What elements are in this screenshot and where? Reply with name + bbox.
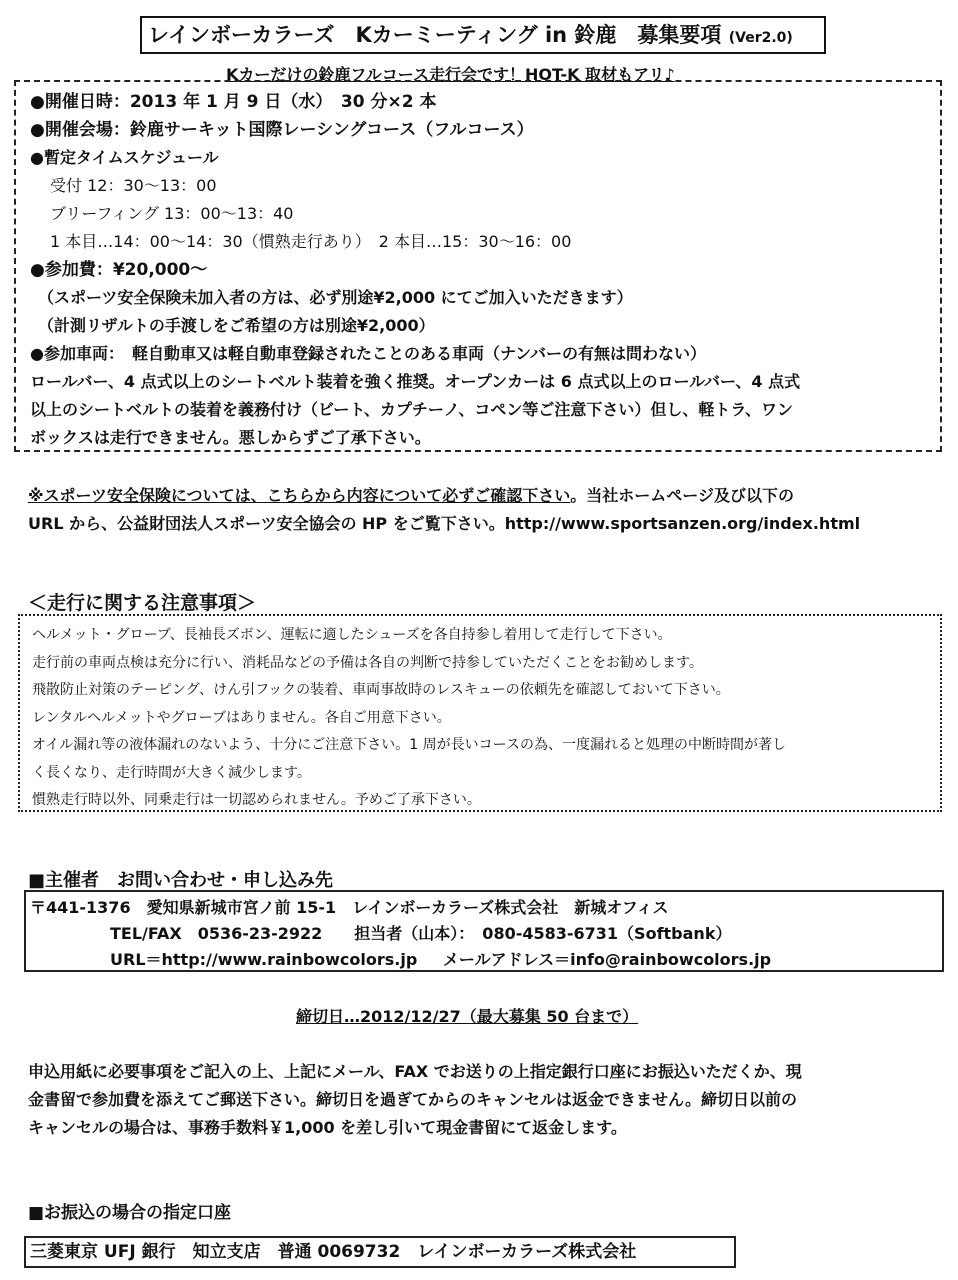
caution-item: レンタルヘルメットやグローブはありません。各自ご用意下さい。: [32, 709, 451, 726]
caution-item: ヘルメット・グローブ、長袖長ズボン、運転に適したシューズを各自持参し着用して走行して下さい。: [32, 627, 672, 643]
apply-line: 申込用紙に必要事項をご記入の上、上記にメール、FAX でお送りの上指定銀行口座にお振込いただくか、現: [28, 1062, 802, 1081]
fee-note-insurance: （スポーツ安全保険未加入者の方は、必ず別途¥2,000 にてご加入いただきます）: [38, 288, 633, 307]
bank-title: ■お振込の場合の指定口座: [28, 1203, 232, 1223]
document-title: [140, 16, 826, 54]
organizer-address: 〒441-1376 愛知県新城市宮ノ前 15-1 レインボーカラーズ株式会社 新城オフィス: [30, 898, 669, 917]
schedule-sessions: 1 本目…14：00〜14：30（慣熟走行あり） 2 本目…15：30〜16：00: [50, 232, 572, 251]
vehicle-requirement: ●参加車両： 軽自動車又は軽自動車登録されたことのある車両（ナンバーの有無は問わない）: [30, 344, 707, 363]
entry-fee: ●参加費：¥20,000〜: [30, 260, 208, 280]
event-details-box: [14, 80, 942, 452]
event-date: ●開催日時：2013 年 1 月 9 日（水） 30 分×2 本: [30, 92, 437, 112]
organizer-url[interactable]: URL＝http://www.rainbowcolors.jp: [110, 950, 418, 969]
vehicle-note-1: ロールバー、4 点式以上のシートベルト装着を強く推奨。オープンカーは 6 点式以上のロールバー、4 点式: [30, 372, 801, 391]
caution-title: ＜走行に関する注意事項＞: [28, 592, 257, 614]
version-label: (Ver2.0): [728, 30, 793, 46]
schedule-briefing: ブリーフィング 13：00〜13：40: [50, 204, 294, 223]
event-venue: ●開催会場：鈴鹿サーキット国際レーシングコース（フルコース）: [30, 120, 534, 140]
subtitle: Kカーだけの鈴鹿フルコース走行会です！HOT-K 取材もアリ♪: [226, 65, 675, 84]
apply-line: キャンセルの場合は、事務手数料￥1,000 を差し引いて現金書留にて返金します。: [28, 1118, 627, 1137]
vehicle-note-3: ボックスは走行できません。悪しからずご了承下さい。: [30, 428, 431, 447]
title-text: レインボーカラーズ Kカーミーティング in 鈴鹿 募集要項: [148, 23, 722, 47]
organizer-contact: [110, 948, 771, 972]
caution-item: 飛散防止対策のテーピング、けん引フックの装着、車両事故時のレスキューの依頼先を確認しておいて下さい。: [32, 682, 730, 698]
organizer-title: ■主催者 お問い合わせ・申し込み先: [28, 870, 334, 891]
bank-account: 三菱東京 UFJ 銀行 知立支店 普通 0069732 レインボーカラーズ株式会社: [24, 1236, 736, 1268]
caution-box: [18, 614, 942, 812]
vehicle-note-2: 以上のシートベルトの装着を義務付け（ビート、カプチーノ、コペン等ご注意下さい）但し、軽トラ、ワン: [30, 400, 794, 419]
caution-item: オイル漏れ等の液体漏れのないよう、十分にご注意下さい。1 周が長いコースの為、一度漏れると処理の中断時間が著し: [32, 737, 786, 753]
fee-note-result: （計測リザルトの手渡しをご希望の方は別途¥2,000）: [38, 316, 435, 335]
caution-item: 走行前の車両点検は充分に行い、消耗品などの予備は各自の判断で持参していただくことをお勧めします。: [32, 654, 703, 671]
deadline: 締切日…2012/12/27（最大募集 50 台まで）: [296, 1007, 639, 1026]
insurance-link[interactable]: ※スポーツ安全保険については、こちらから内容について必ずご確認下さい: [28, 486, 571, 505]
insurance-url-line: URL から、公益財団法人スポーツ安全協会の HP をご覧下さい。http://www.sportsanzen.org/index.html: [28, 514, 861, 533]
schedule-title: ●暫定タイムスケジュール: [30, 148, 219, 167]
insurance-note-text: 。当社ホームページ及び以下の: [570, 486, 794, 505]
organizer-tel: TEL/FAX 0536-23-2922 担当者（山本）： 080-4583-6731（Softbank）: [110, 924, 732, 943]
insurance-note: [28, 482, 948, 538]
organizer-mail[interactable]: メールアドレス＝info@rainbowcolors.jp: [442, 950, 772, 969]
apply-line: 金書留で参加費を添えてご郵送下さい。締切日を過ぎてからのキャンセルは返金できません。締切日以前の: [28, 1090, 797, 1109]
organizer-box: [24, 890, 944, 972]
application-instructions: [28, 1058, 944, 1142]
caution-item: 慣熟走行時以外、同乗走行は一切認められません。予めご了承下さい。: [32, 792, 481, 808]
schedule-reception: 受付 12：30〜13：00: [50, 176, 217, 195]
caution-item: く長くなり、走行時間が大きく減少します。: [32, 764, 311, 781]
